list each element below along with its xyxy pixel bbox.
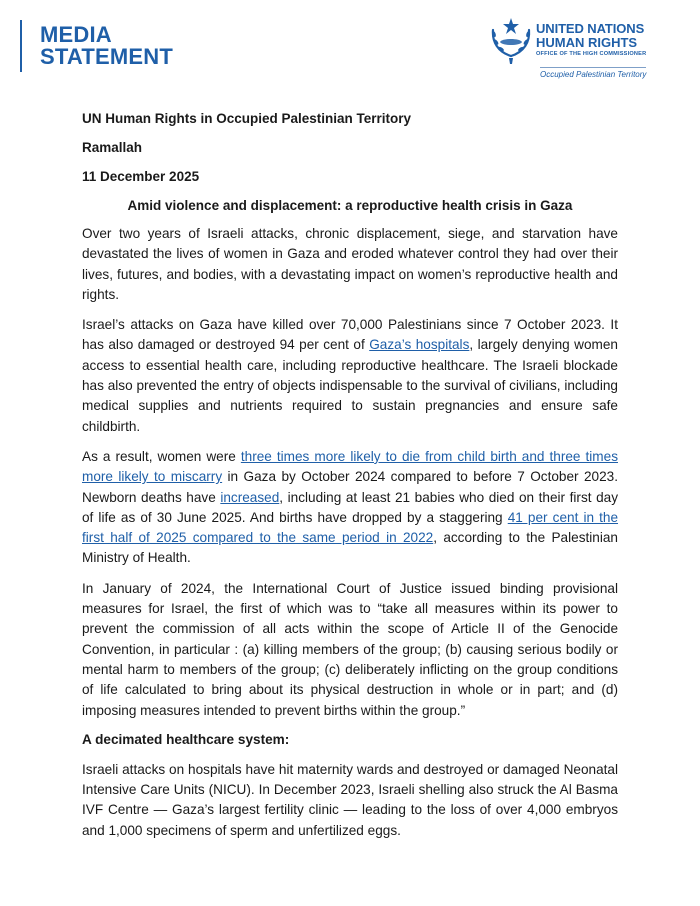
paragraph-3-text-b: in Gaza by October 2024 compared to before 7 October 2023. Newborn deaths have: [82, 469, 618, 505]
paragraph-4: In January of 2024, the International Court of Justice issued binding provisional measures for Israel, the first of which was to “take all measures within its power to prevent the commission of all acts within the scope of Article II of the Genocide Convention, in particular : (a) killing members of the group; (b) causing serious bodily or mental harm to members of the group; (c) deliberately inflicting on the group conditions of life calculated to bring about its physical destruction in whole or in part; and (d) imposing measures intended to prevent births within the group.”: [82, 580, 618, 718]
title-line-2: STATEMENT: [40, 44, 173, 69]
paragraph-1: Over two years of Israeli attacks, chronic displacement, siege, and starvation have devastated the lives of women in Gaza and eroded whatever control they had over their lives, futures, and bodies, with a devastating impact on women’s reproductive health and rights.: [82, 226, 618, 302]
statement-headline: Amid violence and displacement: a reproductive health crisis in Gaza: [127, 198, 573, 213]
gaza-hospitals-link[interactable]: Gaza’s hospitals: [369, 337, 470, 353]
births-drop-link[interactable]: 41 per cent in the first half of 2025 compared to the same period in 2022: [82, 509, 619, 546]
maternal-risk-link[interactable]: three times more likely to die from child birth and three times more likely to miscarry: [82, 448, 618, 485]
paragraph-3-text-c: , including at least 21 babies who died on their first day of life as of 30 June 2025. And births have dropped by a staggering: [82, 489, 618, 525]
newborn-deaths-link[interactable]: increased: [220, 489, 280, 505]
title-line-1: MEDIA: [40, 22, 112, 47]
paragraph-3: [82, 447, 618, 569]
logo-subtitle: Occupied Palestinian Territory: [540, 70, 647, 79]
paragraph-2-text-a: Israel’s attacks on Gaza have killed over 70,000 Palestinians since 7 October 2023. It has also damaged or destroyed 94 per cent of: [82, 317, 618, 353]
logo-line-3: OFFICE OF THE HIGH COMMISSIONER: [536, 51, 647, 57]
logo-line-2: HUMAN RIGHTS: [536, 35, 638, 50]
document-type-title: [40, 24, 173, 68]
header-accent-bar: [20, 20, 22, 72]
paragraph-2: [82, 315, 618, 437]
paragraph-3-text-d: , according to the Palestinian Ministry of Health.: [82, 530, 618, 566]
logo-wordmark: [536, 22, 646, 58]
statement-body: [82, 110, 618, 851]
issuing-office: UN Human Rights in Occupied Palestinian Territory: [82, 111, 412, 126]
paragraph-2-text-b: , largely denying women access to essential health care, including reproductive healthcare. The Israeli blockade has also prevented the entry of objects indispensable to the survival of civilians, including medical supplies and nutrients required to sustain pregnancies and ensure safe childbirth.: [82, 337, 618, 434]
paragraph-3-text-a: As a result, women were: [82, 448, 241, 464]
dateline-place: Ramallah: [82, 140, 143, 155]
logo-divider: [540, 67, 646, 68]
section-heading: A decimated healthcare system:: [82, 731, 290, 747]
un-emblem-icon: [488, 12, 534, 68]
logo-line-1: UNITED NATIONS: [536, 21, 645, 36]
paragraph-5: Israeli attacks on hospitals have hit maternity wards and destroyed or damaged Neonatal Intensive Care Units (NICU). In December 2023, Israeli shelling also struck the Al Basma IVF Centre — Gaza’s largest fertility clinic — leading to the loss of over 4,000 embryos and 1,000 specimens of sperm and unfertilized eggs.: [82, 761, 618, 838]
statement-date: 11 December 2025: [82, 169, 200, 184]
un-human-rights-logo: [488, 10, 658, 85]
